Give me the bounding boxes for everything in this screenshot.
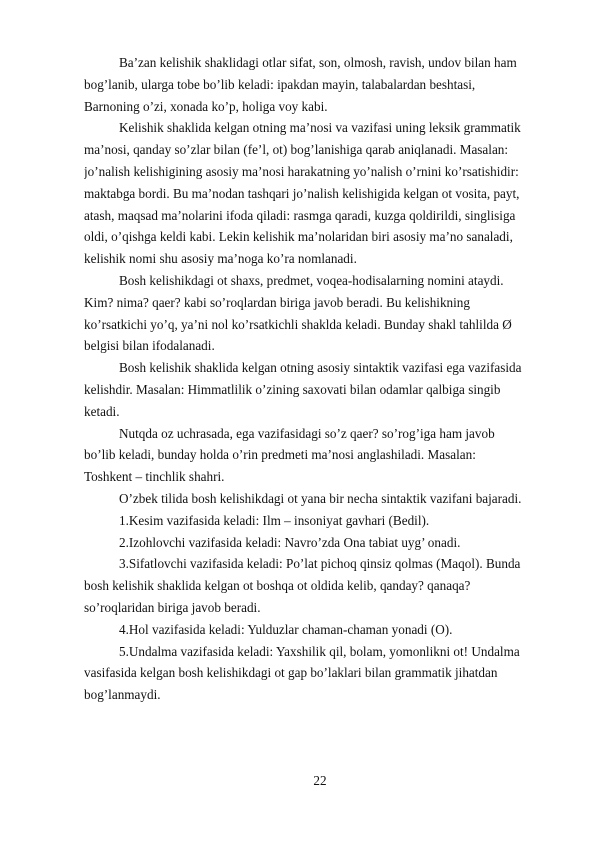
- text-line: ko’rsatkichi yo’q, ya’ni nol ko’rsatkichli shaklda keladi. Bunday shakl tahlilda Ø: [84, 316, 512, 332]
- text-line: bosh kelishik shaklida kelgan ot boshqa ot oldida kelib, qanday? qanaqa?: [84, 578, 471, 594]
- text-line: ketadi.: [84, 403, 120, 419]
- text-line: Kim? nima? qaer? kabi so’roqlardan biriga javob beradi. Bu kelishikning: [84, 294, 470, 310]
- text-line: maktabga bordi. Bu ma’nodan tashqari jo’nalish kelishigida kelgan ot vosita, payt,: [84, 185, 520, 201]
- text-line: O’zbek tilida bosh kelishikdagi ot yana bir necha sintaktik vazifani bajaradi.: [119, 490, 522, 506]
- text-line: jo’nalish kelishigining asosiy ma’nosi harakatning yo’nalish o’rnini ko’rsatishidir:: [84, 163, 519, 179]
- text-line: vasifasida kelgan bosh kelishikdagi ot gap bo’laklari bilan grammatik jihatdan: [84, 665, 498, 681]
- text-line: Barnoning o’zi, xonada ko’p, holiga voy kabi.: [84, 98, 328, 114]
- text-line: oldi, o’qishga keldi kabi. Lekin kelishik ma’nolaridan biri asosiy ma’no sanaladi,: [84, 229, 513, 245]
- body-text: [84, 52, 548, 706]
- text-line: Bosh kelishik shaklida kelgan otning asosiy sintaktik vazifasi ega vazifasida: [119, 360, 522, 376]
- text-line: 3.Sifatlovchi vazifasida keladi: Po’lat pichoq qinsiz qolmas (Maqol). Bunda: [119, 556, 521, 572]
- page-number: 22: [313, 773, 327, 788]
- text-line: Kelishik shaklida kelgan otning ma’nosi va vazifasi uning leksik grammatik: [119, 120, 521, 136]
- text-line: belgisi bilan ifodalanadi.: [84, 338, 215, 354]
- text-line: kelishdir. Masalan: Himmatlilik o’zining saxovati bilan odamlar qalbiga singib: [84, 381, 501, 397]
- text-line: atash, maqsad ma’nolarini ifoda qiladi: rasmga qaradi, kuzga qoldirildi, singlisiga: [84, 207, 516, 223]
- text-line: Bosh kelishikdagi ot shaxs, predmet, voqea-hodisalarning nomini ataydi.: [119, 272, 504, 288]
- text-line: Nutqda oz uchrasada, ega vazifasidagi so’z qaer? so’rog’iga ham javob: [119, 425, 495, 441]
- text-line: bog’lanmaydi.: [84, 687, 161, 703]
- text-line: kelishik nomi shu asosiy ma’noga ko’ra nomlanadi.: [84, 251, 357, 267]
- text-line: so’roqlaridan biriga javob beradi.: [84, 599, 261, 615]
- text-line: 1.Kesim vazifasida keladi: Ilm – insoniyat gavhari (Bedil).: [119, 512, 430, 528]
- text-line: 2.Izohlovchi vazifasida keladi: Navro’zda Ona tabiat uyg’ onadi.: [119, 534, 461, 550]
- text-line: bog’lanib, ularga tobe bo’lib keladi: ipakdan mayin, talabalardan beshtasi,: [84, 76, 476, 92]
- text-line: bo’lib keladi, bunday holda o’rin predmeti ma’nosi anglashiladi. Masalan:: [84, 447, 476, 463]
- text-line: ma’nosi, qanday so’zlar bilan (fe’l, ot) bog’lanishiga qarab aniqlanadi. Masalan:: [84, 142, 509, 158]
- text-line: 4.Hol vazifasida keladi: Yulduzlar chaman-chaman yonadi (O).: [119, 621, 453, 637]
- text-line: Toshkent – tinchlik shahri.: [84, 469, 225, 485]
- text-line: Ba’zan kelishik shaklidagi otlar sifat, son, olmosh, ravish, undov bilan ham: [119, 55, 517, 70]
- text-line: 5.Undalma vazifasida keladi: Yaxshilik qil, bolam, yomonlikni ot! Undalma: [119, 643, 520, 659]
